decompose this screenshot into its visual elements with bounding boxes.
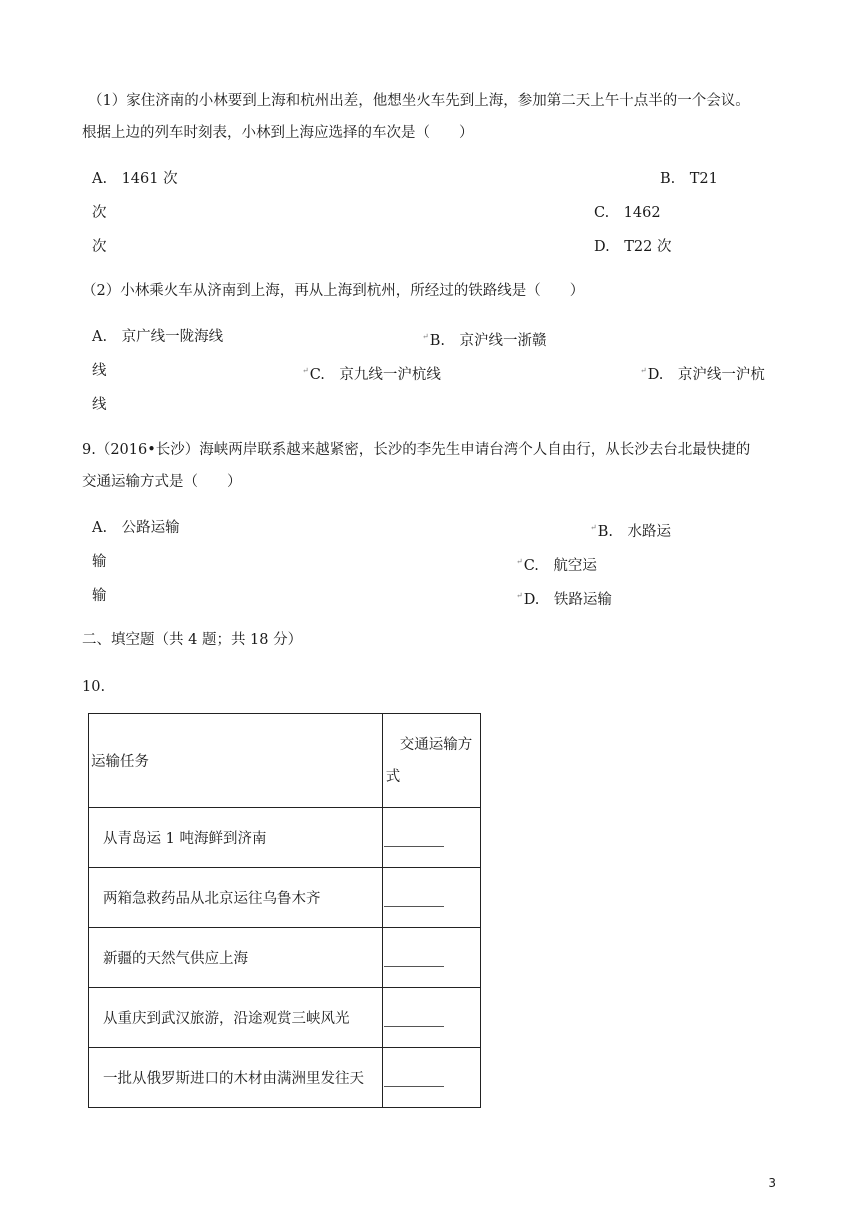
q9-option-d-text: D. 铁路运输 [523, 592, 612, 608]
header-task-label: 运输任务 [91, 754, 149, 770]
q9-option-a: A. 公路运输 [92, 520, 180, 536]
q8-sub1-option-c-continued: 次 [92, 239, 107, 255]
q9-option-d [516, 586, 612, 610]
answer-cell[interactable] [382, 1048, 480, 1108]
q8-sub2-option-d-text: D. 京沪线一沪杭 [647, 367, 765, 383]
option-marker: ↵ [516, 557, 523, 566]
answer-blank[interactable] [384, 966, 444, 967]
table-row [89, 928, 481, 988]
q8-sub1-line2: 根据上边的列车时刻表，小林到上海应选择的车次是（ ） [82, 125, 474, 141]
task-cell [89, 808, 383, 868]
q8-sub2-option-a: A. 京广线一陇海线 [92, 329, 224, 345]
q8-sub2-option-b-continued: 线 [92, 363, 107, 379]
q9-option-b-continued: 输 [92, 554, 107, 570]
header-cell-mode [382, 714, 480, 808]
task-cell [89, 1048, 383, 1108]
answer-cell[interactable] [382, 868, 480, 928]
q8-sub1-option-b: B. T21 [660, 171, 718, 187]
task-text: 一批从俄罗斯进口的木材由满洲里发往天 [103, 1071, 364, 1087]
q10-number: 10. [82, 679, 106, 695]
option-marker: ↵ [590, 523, 597, 532]
q9-option-b-text: B. 水路运 [597, 524, 671, 540]
q9-line1: 9.（2016•长沙）海峡两岸联系越来越紧密，长沙的李先生申请台湾个人自由行，从长沙去台北最快捷的 [82, 442, 751, 458]
answer-blank[interactable] [384, 906, 444, 907]
table-row [89, 988, 481, 1048]
page-number: 3 [768, 1176, 776, 1190]
q9-option-b [590, 518, 671, 542]
q8-sub1-option-b-continued: 次 [92, 205, 107, 221]
header-cell-task [89, 714, 383, 808]
q9-line2: 交通运输方式是（ ） [82, 474, 242, 490]
header-mode-label: 交通运输方式 [385, 736, 473, 785]
q8-sub2-line: （2）小林乘火车从济南到上海，再从上海到杭州，所经过的铁路线是（ ） [82, 283, 585, 299]
answer-blank[interactable] [384, 846, 444, 847]
q8-sub2-option-c-text: C. 京九线一沪杭线 [309, 367, 441, 383]
answer-blank[interactable] [384, 1026, 444, 1027]
option-marker: ↵ [302, 366, 309, 375]
transport-task-table [88, 713, 481, 1108]
answer-blank[interactable] [384, 1086, 444, 1087]
q9-option-c [516, 552, 597, 576]
table-row [89, 808, 481, 868]
section-heading: 二、填空题（共 4 题；共 18 分） [82, 632, 303, 648]
task-text: 从青岛运 1 吨海鲜到济南 [103, 831, 267, 847]
task-cell [89, 988, 383, 1048]
table-row [89, 868, 481, 928]
q8-sub2-option-b [422, 327, 546, 351]
option-marker: ↵ [422, 332, 429, 341]
answer-cell[interactable] [382, 808, 480, 868]
q8-sub1-option-a: A. 1461 次 [92, 171, 178, 187]
q8-sub2-option-d-continued: 线 [92, 397, 107, 413]
task-text: 两箱急救药品从北京运往乌鲁木齐 [103, 891, 321, 907]
task-text: 从重庆到武汉旅游，沿途观赏三峡风光 [103, 1011, 350, 1027]
q8-sub2-option-b-text: B. 京沪线一浙赣 [429, 333, 547, 349]
task-text: 新疆的天然气供应上海 [103, 951, 248, 967]
answer-cell[interactable] [382, 928, 480, 988]
q8-sub2-option-d [640, 361, 765, 385]
q8-sub1-line1: （1）家住济南的小林要到上海和杭州出差，他想坐火车先到上海，参加第二天上午十点半的一个会议。 [88, 93, 750, 109]
option-marker: ↵ [640, 366, 647, 375]
q8-sub1-option-c: C. 1462 [594, 205, 661, 221]
answer-cell[interactable] [382, 988, 480, 1048]
q8-sub2-option-c [302, 361, 441, 385]
task-cell [89, 928, 383, 988]
option-marker: ↵ [516, 591, 523, 600]
q9-option-c-continued: 输 [92, 588, 107, 604]
q9-option-c-text: C. 航空运 [523, 558, 597, 574]
table-header-row [89, 714, 481, 808]
table-row [89, 1048, 481, 1108]
q8-sub1-option-d: D. T22 次 [594, 239, 672, 255]
task-cell [89, 868, 383, 928]
